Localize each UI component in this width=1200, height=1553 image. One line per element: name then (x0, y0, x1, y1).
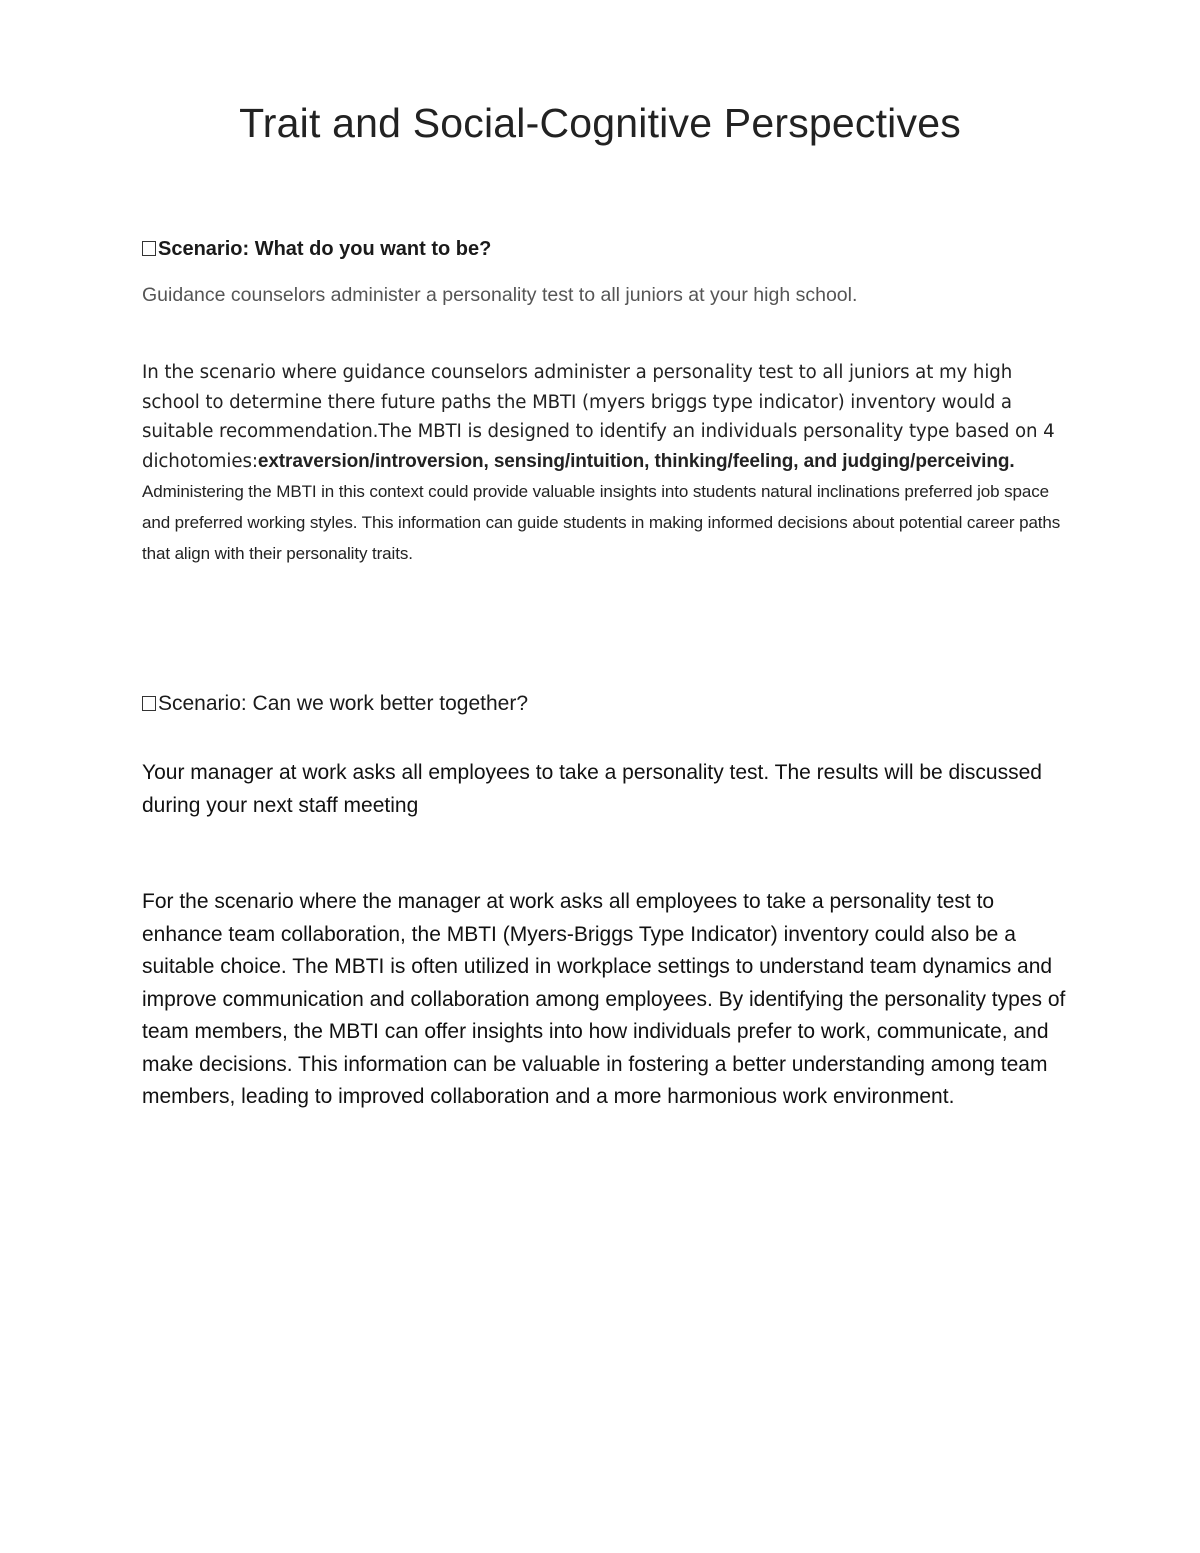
checkbox-icon (142, 696, 156, 711)
section1-paragraph-part1: In the scenario where guidance counselors administer a personality test to all juniors at my high school to determine there future paths the MBTI (myers briggs type indicator) inventory would a suitable recommendation.The MBTI is designed to identify an individuals personality type based on 4 dichotomies: (142, 362, 1055, 472)
section1-paragraph (142, 358, 1067, 569)
section1-heading-text: Scenario: What do you want to be? (158, 238, 492, 260)
checkbox-icon (142, 241, 156, 256)
section2-heading-text: Scenario: Can we work better together? (158, 692, 529, 715)
section2-heading (142, 692, 1067, 716)
section2-subtitle: Your manager at work asks all employees to take a personality test. The results will be discussed during your next staff meeting (142, 761, 1042, 817)
section1-paragraph-bold: extraversion/introversion, sensing/intuition, thinking/feeling, and judging/perceiving. (257, 450, 1015, 472)
section1-paragraph-part2: Administering the MBTI in this context could provide valuable insights into students natural inclinations preferred job space and preferred working styles. This information can guide students in making informed decisions about potential career paths that align with their personality traits. (142, 482, 1061, 563)
section2-paragraph: For the scenario where the manager at work asks all employees to take a personality test to enhance team collaboration, the MBTI (Myers-Briggs Type Indicator) inventory could also be a suitable choice. The MBTI is often utilized in workplace settings to understand team dynamics and improve communication and collaboration among employees. By identifying the personality types of team members, the MBTI can offer insights into how individuals prefer to work, communicate, and make decisions. This information can be valuable in fostering a better understanding among team members, leading to improved collaboration and a more harmonious work environment. (142, 890, 1066, 1108)
section1-subtitle: Guidance counselors administer a personality test to all juniors at your high school. (142, 284, 858, 306)
document-title: Trait and Social-Cognitive Perspectives (239, 100, 961, 146)
section1-heading (142, 238, 1067, 261)
